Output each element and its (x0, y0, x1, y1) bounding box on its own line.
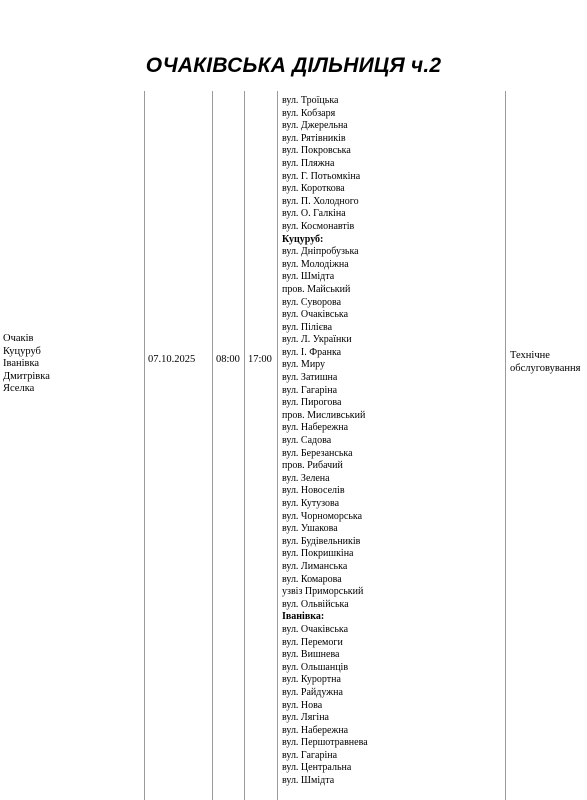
locality-header: Куцуруб: (282, 233, 324, 245)
street-item: вул. Центральна (282, 762, 352, 774)
table-divider (144, 91, 145, 800)
street-item: вул. Л. Українки (282, 334, 352, 346)
street-item: вул. Ольшанців (282, 661, 349, 673)
table-divider (244, 91, 245, 800)
street-item: вул. Молодіжна (282, 258, 349, 270)
street-item: вул. Гагаріна (282, 749, 338, 761)
street-item: вул. О. Галкіна (282, 208, 346, 220)
table-divider (505, 91, 506, 800)
street-item: пров. Мисливський (282, 409, 366, 421)
streets-list (282, 95, 368, 788)
outage-date: 07.10.2025 (148, 354, 196, 365)
settlement-name: Куцуруб (3, 345, 41, 357)
street-item: вул. Суворова (282, 296, 342, 308)
street-item: вул. Очаківська (282, 309, 349, 321)
street-item: вул. П. Холодного (282, 195, 359, 207)
street-item: вул. Пирогова (282, 397, 342, 409)
settlement-name: Іванівка (3, 358, 40, 370)
time-start: 08:00 (216, 354, 240, 365)
settlement-name: Дмитрівка (3, 370, 50, 382)
street-item: вул. Затишна (282, 372, 338, 384)
settlements-cell (3, 333, 50, 396)
street-item: вул. Зелена (282, 472, 330, 484)
street-item: вул. Космонавтів (282, 220, 355, 232)
street-item: вул. Покровська (282, 145, 351, 157)
time-end: 17:00 (248, 354, 272, 365)
street-item: вул. Лягіна (282, 712, 329, 724)
street-item: вул. Шмідта (282, 775, 335, 787)
street-item: вул. Березанська (282, 447, 353, 459)
street-item: вул. Новоселів (282, 485, 345, 497)
street-item: вул. Рятівників (282, 132, 346, 144)
street-item: вул. Комарова (282, 573, 342, 585)
street-item: вул. Будівельників (282, 535, 361, 547)
street-item: вул. Вишнева (282, 649, 340, 661)
street-item: вул. Г. Потьомкіна (282, 170, 361, 182)
street-item: вул. Гагаріна (282, 384, 338, 396)
street-item: вул. Набережна (282, 422, 349, 434)
street-item: вул. Джерельна (282, 120, 348, 132)
locality-header: Іванівка: (282, 611, 325, 623)
street-item: вул. Дніпробузька (282, 246, 359, 258)
street-item: вул. І. Франка (282, 346, 342, 358)
street-item: пров. Майський (282, 283, 351, 295)
street-item: вул. Ольвійська (282, 598, 349, 610)
street-item: вул. Пілієва (282, 321, 333, 333)
street-item: вул. Курортна (282, 674, 341, 686)
street-item: вул. Пляжна (282, 157, 335, 169)
page-title: ОЧАКІВСЬКА ДІЛЬНИЦЯ ч.2 (145, 54, 442, 77)
street-item: вул. Ушакова (282, 523, 338, 535)
street-item: вул. Першотравнева (282, 737, 368, 749)
street-item: вул. Покришкіна (282, 548, 354, 560)
settlement-name: Яселка (3, 383, 35, 395)
street-item: вул. Очаківська (282, 623, 349, 635)
table-divider (212, 91, 213, 800)
street-item: вул. Шмідта (282, 271, 335, 283)
street-item: вул. Чорноморська (282, 510, 363, 522)
settlement-name: Очаків (3, 333, 34, 344)
table-divider (277, 91, 278, 800)
street-item: вул. Миру (282, 359, 326, 371)
street-item: вул. Райдужна (282, 686, 343, 698)
street-item: вул. Кутузова (282, 498, 340, 509)
street-item: вул. Набережна (282, 724, 349, 736)
street-item: вул. Короткова (282, 183, 345, 195)
street-item: вул. Лиманська (282, 560, 348, 572)
street-item: вул. Садова (282, 435, 332, 447)
street-item: вул. Нова (282, 699, 323, 711)
street-item: узвіз Приморський (282, 586, 364, 598)
street-item: пров. Рибачий (282, 460, 343, 472)
street-item: вул. Троїцька (282, 95, 339, 106)
street-item: вул. Кобзаря (282, 107, 336, 119)
work-type: Технічне обслуговування (510, 350, 581, 374)
street-item: вул. Перемоги (282, 636, 343, 648)
